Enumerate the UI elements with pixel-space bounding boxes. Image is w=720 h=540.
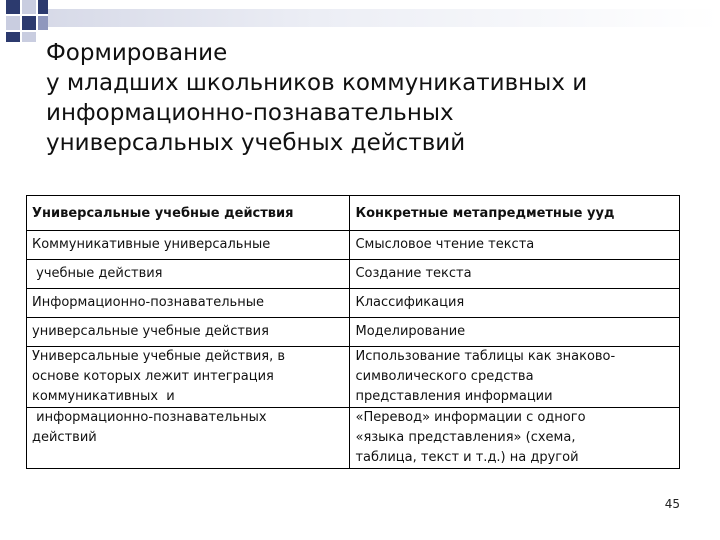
table-cell: [350, 408, 680, 469]
cell-line: действий: [32, 430, 97, 445]
table-header-row: [27, 196, 680, 231]
table-row: [27, 347, 680, 408]
cell-line: «Перевод» информации с одного: [355, 410, 586, 425]
header-gradient-bar: [48, 9, 720, 27]
table-row: [27, 260, 680, 289]
table-cell: [350, 231, 680, 260]
title-line: Формирование: [46, 40, 228, 66]
deco-square: [22, 16, 36, 30]
cell-line: Использование таблицы как знаково-: [355, 349, 616, 364]
cell-line: учебные действия: [32, 266, 163, 281]
deco-square: [22, 32, 36, 42]
title-line: у младших школьников коммуникативных и: [46, 70, 588, 96]
cell-line: Моделирование: [355, 324, 466, 339]
uud-table: [26, 195, 680, 469]
table-cell: [27, 347, 350, 408]
cell-line: Классификация: [355, 295, 465, 310]
cell-line: Универсальные учебные действия, в: [32, 349, 286, 364]
cell-line: [32, 448, 345, 468]
deco-square: [22, 0, 36, 14]
table-cell: [350, 260, 680, 289]
cell-line: символического средства: [355, 369, 534, 384]
deco-square: [38, 0, 48, 14]
cell-line: Создание текста: [355, 266, 472, 281]
table-cell: [27, 318, 350, 347]
table-cell: [27, 260, 350, 289]
cell-line: информационно-познавательных: [32, 410, 267, 425]
table-cell: [27, 408, 350, 469]
table-cell: [27, 231, 350, 260]
page-number: 45: [664, 497, 680, 511]
table-cell: [27, 289, 350, 318]
cell-line: Информационно-познавательные: [32, 295, 264, 310]
cell-line: коммуникативных и: [32, 389, 175, 404]
table-cell: [350, 289, 680, 318]
title-line: информационно-познавательных: [46, 100, 454, 126]
cell-line: Коммуникативные универсальные: [32, 237, 271, 252]
table-row: [27, 318, 680, 347]
deco-square: [6, 0, 20, 14]
table-row: [27, 231, 680, 260]
title-line: универсальных учебных действий: [46, 130, 466, 156]
cell-line: таблица, текст и т.д.) на другой: [355, 450, 579, 465]
deco-square: [6, 32, 20, 42]
table-cell: [350, 318, 680, 347]
cell-line: «языка представления» (схема,: [355, 430, 576, 445]
table-row: [27, 408, 680, 469]
cell-line: основе которых лежит интеграция: [32, 369, 274, 384]
table-cell: [350, 347, 680, 408]
table-header-cell: Универсальные учебные действия: [27, 196, 350, 231]
deco-square: [6, 16, 20, 30]
cell-line: представления информации: [355, 389, 553, 404]
cell-line: Смысловое чтение текста: [355, 237, 535, 252]
table-row: [27, 289, 680, 318]
cell-line: универсальные учебные действия: [32, 324, 269, 339]
slide-title: [46, 38, 686, 158]
table-header-cell: Конкретные метапредметные ууд: [350, 196, 680, 231]
deco-square: [38, 16, 48, 30]
